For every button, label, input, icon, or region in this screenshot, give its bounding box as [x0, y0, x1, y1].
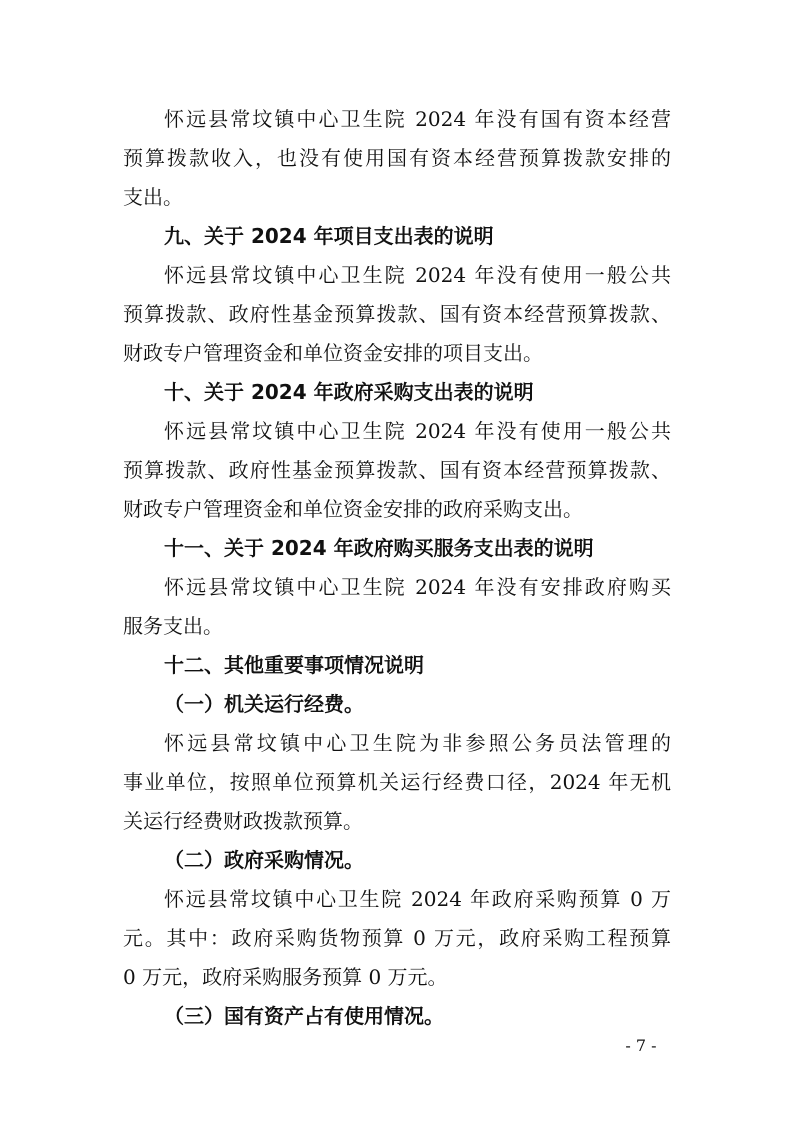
section-heading: 十二、其他重要事项情况说明	[164, 653, 424, 677]
paragraph-line: 怀远县常坟镇中心卫生院 2024 年没有使用一般公共	[164, 263, 671, 287]
paragraph-line: 服务支出。	[123, 614, 223, 638]
paragraph-line: 0 万元，政府采购服务预算 0 万元。	[123, 965, 448, 989]
paragraph-line: 怀远县常坟镇中心卫生院 2024 年没有使用一般公共	[164, 419, 671, 443]
paragraph-line: 支出。	[123, 185, 183, 209]
page-number: - 7 -	[625, 1036, 657, 1055]
paragraph-line: 财政专户管理资金和单位资金安排的项目支出。	[123, 341, 543, 365]
subsection-heading: （三）国有资产占有使用情况。	[164, 1004, 444, 1028]
paragraph-line: 关运行经费财政拨款预算。	[123, 809, 363, 833]
paragraph-line: 预算拨款、政府性基金预算拨款、国有资本经营预算拨款、	[123, 458, 671, 482]
subsection-heading: （二）政府采购情况。	[164, 848, 364, 872]
paragraph-line: 怀远县常坟镇中心卫生院 2024 年没有国有资本经营	[164, 107, 671, 131]
subsection-heading: （一）机关运行经费。	[164, 692, 364, 716]
paragraph-line: 怀远县常坟镇中心卫生院 2024 年没有安排政府购买	[164, 575, 671, 599]
paragraph-line: 怀远县常坟镇中心卫生院 2024 年政府采购预算 0 万	[164, 887, 671, 911]
paragraph-line: 财政专户管理资金和单位资金安排的政府采购支出。	[123, 497, 583, 521]
section-heading: 九、关于 2024 年项目支出表的说明	[164, 224, 494, 248]
paragraph-line: 事业单位，按照单位预算机关运行经费口径，2024 年无机	[123, 770, 671, 794]
paragraph-line: 预算拨款收入，也没有使用国有资本经营预算拨款安排的	[123, 146, 671, 170]
paragraph-line: 预算拨款、政府性基金预算拨款、国有资本经营预算拨款、	[123, 302, 671, 326]
section-heading: 十一、关于 2024 年政府购买服务支出表的说明	[164, 536, 594, 560]
paragraph-line: 怀远县常坟镇中心卫生院为非参照公务员法管理的	[164, 731, 671, 755]
section-heading: 十、关于 2024 年政府采购支出表的说明	[164, 380, 534, 404]
paragraph-line: 元。其中：政府采购货物预算 0 万元，政府采购工程预算	[123, 926, 671, 950]
